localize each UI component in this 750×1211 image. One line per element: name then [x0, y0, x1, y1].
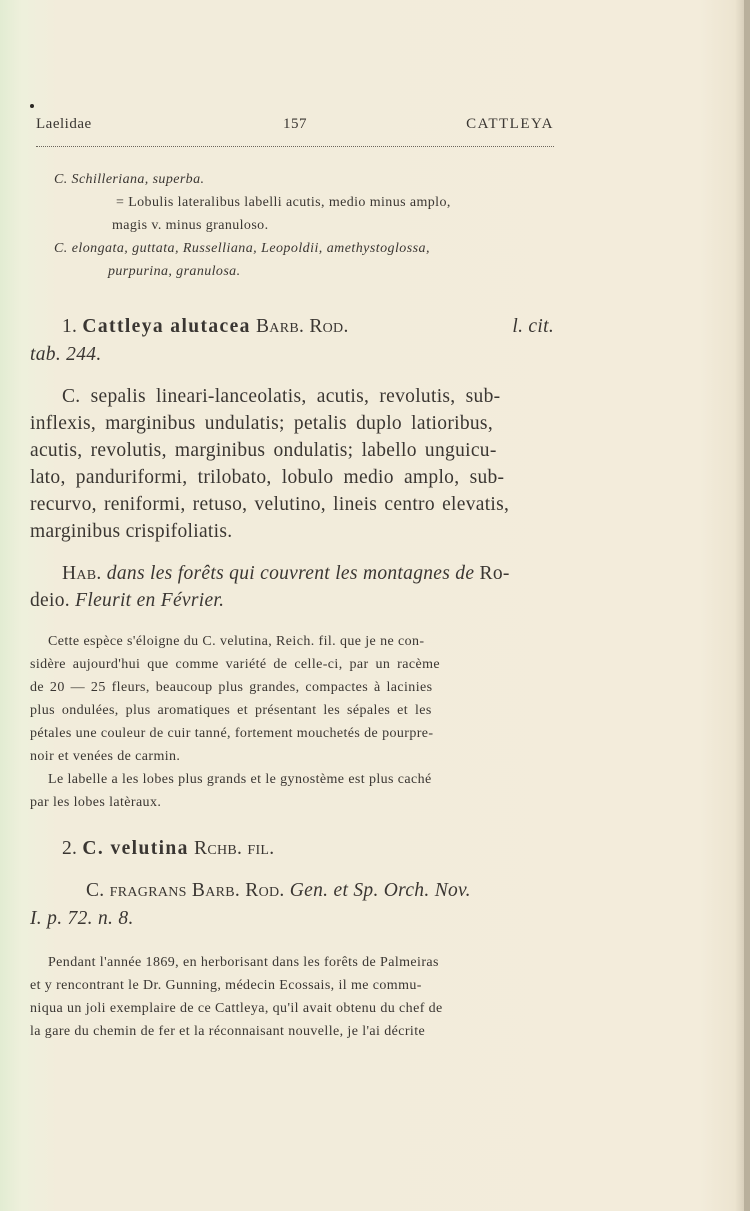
habitat-line-1 [62, 563, 510, 585]
note-line-5: pétales une couleur de cuir tanné, fortement mouchetés de pourpre- [30, 726, 434, 741]
note-line-8: par les lobes latèraux. [30, 795, 162, 810]
species-2-author: Rchb. fil. [194, 838, 275, 859]
header-family: Laelidae [36, 116, 92, 132]
synonym-line-2: I. p. 72. n. 8. [30, 908, 134, 929]
species-1-number: 1. [62, 316, 78, 337]
page-edge [744, 0, 750, 1211]
species-1-heading [62, 316, 554, 338]
closing-line-2: et y rencontrant le Dr. Gunning, médecin Ecossais, il me commu- [30, 978, 422, 993]
description-line-4: lato, panduriformi, trilobato, lobulo medio amplo, sub- [30, 467, 505, 488]
note-line-3: de 20 — 25 fleurs, beaucoup plus grandes, compactes à lacinies [30, 680, 433, 695]
flowering-text: Fleurit en Février. [75, 590, 225, 611]
species-1-tab: tab. 244. [30, 344, 102, 365]
synonym-name: C. fragrans Barb. Rod. [86, 880, 285, 901]
header-rule [36, 146, 554, 147]
note-line-6: noir et venées de carmin. [30, 749, 181, 764]
species-1-name: Cattleya alutacea [82, 316, 251, 337]
description-line-1: C. sepalis lineari-lanceolatis, acutis, revolutis, sub- [62, 386, 501, 407]
running-header [36, 116, 554, 136]
note-line-2: sidère aujourd'hui que comme variété de celle-ci, par un racème [30, 657, 440, 672]
habitat-text: dans les forêts qui couvrent les montagnes de [106, 563, 475, 584]
habitat-line-2 [30, 590, 224, 612]
variety-line-5: purpurina, granulosa. [108, 264, 241, 279]
closing-line-4: la gare du chemin de fer et la réconnaisant nouvelle, je l'ai décrite [30, 1024, 426, 1039]
description-line-2: inflexis, marginibus undulatis; petalis duplo latioribus, [30, 413, 493, 434]
header-genus: CATTLEYA [466, 116, 554, 132]
habitat-text-end: Ro- [479, 563, 510, 584]
variety-line-4: C. elongata, guttata, Russelliana, Leopoldii, amethystoglossa, [54, 241, 430, 256]
synonym-line-1 [86, 880, 554, 902]
species-1-author: Barb. Rod. [256, 316, 349, 337]
description-line-6: marginibus crispifoliatis. [30, 521, 233, 542]
variety-line-1: C. Schilleriana, superba. [54, 172, 205, 187]
note-line-4: plus ondulées, plus aromatiques et présentant les sépales et les [30, 703, 432, 718]
species-1-reference: l. cit. [512, 316, 554, 337]
synonym-reference: Gen. et Sp. Orch. Nov. [289, 880, 471, 901]
closing-line-3: niqua un joli exemplaire de ce Cattleya, qu'il avait obtenu du chef de [30, 1001, 443, 1016]
note-line-7: Le labelle a les lobes plus grands et le gynostème est plus caché [48, 772, 432, 787]
note-line-1: Cette espèce s'éloigne du C. velutina, Reich. fil. que je ne con- [48, 634, 425, 649]
species-2-number: 2. [62, 838, 78, 859]
variety-line-2: = Lobulis lateralibus labelli acutis, medio minus amplo, [116, 195, 451, 210]
habitat-place: deio. [30, 590, 70, 611]
description-line-3: acutis, revolutis, marginibus ondulatis; labello unguicu- [30, 440, 497, 461]
ink-dot [30, 104, 34, 108]
description-line-5: recurvo, reniformi, retuso, velutino, lineis centro elevatis, [30, 494, 510, 515]
closing-line-1: Pendant l'année 1869, en herborisant dans les forêts de Palmeiras [48, 955, 439, 970]
species-2-heading [62, 838, 274, 860]
habitat-label: Hab. [62, 563, 102, 584]
page-number: 157 [283, 116, 307, 132]
variety-line-3: magis v. minus granuloso. [112, 218, 269, 233]
species-2-name: C. velutina [82, 838, 189, 859]
